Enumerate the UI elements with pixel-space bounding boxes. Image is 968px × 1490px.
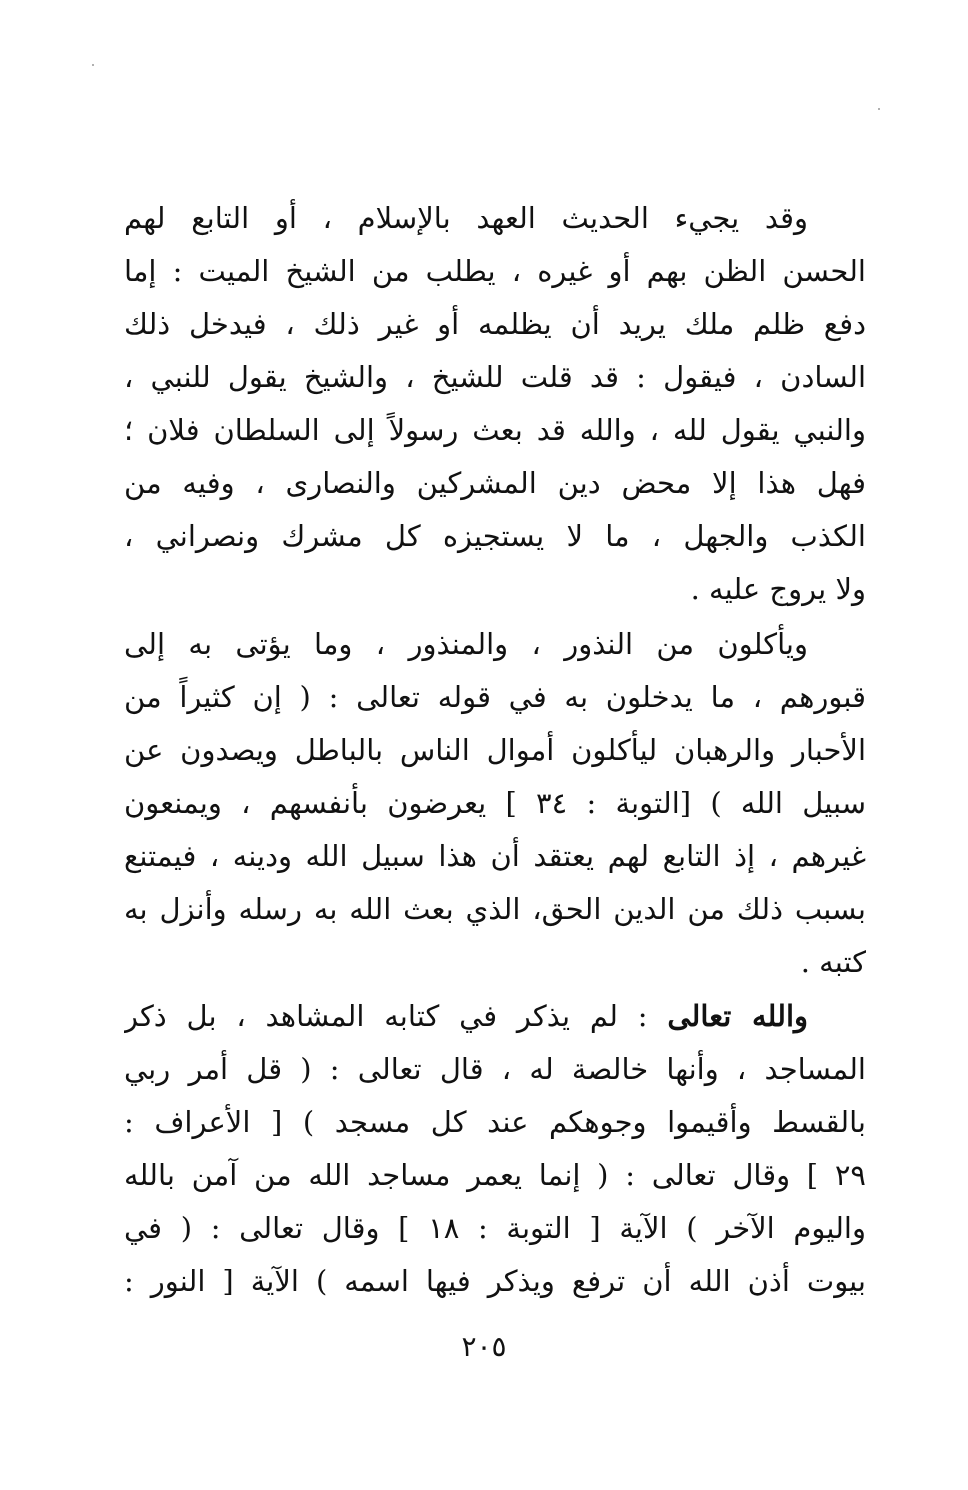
text-line: وقد يجيء الحديث العهد بالإسلام ، أو التابع لهم <box>124 201 808 235</box>
text-line: الحسن الظن بهم أو غيره ، يطلب من الشيخ الميت : إما <box>124 254 866 288</box>
text-line: كتبه . <box>800 945 866 979</box>
text-line <box>124 990 866 1043</box>
scan-speck <box>92 64 94 66</box>
page-number: ٢٠٥ <box>461 1330 507 1363</box>
paragraph-2 <box>124 618 866 989</box>
text-line: بالقسط وأقيموا وجوهكم عند كل مسجد ) [ الأعراف : <box>124 1105 866 1139</box>
text-line: الأحبار والرهبان ليأكلون أموال الناس بالباطل ويصدون عن <box>124 733 866 767</box>
text-line: ولا يروج عليه . <box>690 572 866 606</box>
bold-lead-text: والله تعالى <box>667 999 808 1033</box>
text-line: ويأكلون من النذور ، والمنذور ، وما يؤتى به إلى <box>124 627 808 661</box>
text-line: دفع ظلم ملك يريد أن يظلمه أو غير ذلك ، فيدخل ذلك <box>124 307 866 341</box>
text-line: فهل هذا إلا محض دين المشركين والنصارى ، وفيه من <box>124 466 866 500</box>
text-line: ٢٩ ] وقال تعالى : ( إنما يعمر مساجد الله من آمن بالله <box>124 1158 866 1192</box>
scan-speck <box>878 108 880 110</box>
text-line: واليوم الآخر ) الآية [ التوبة : ١٨ ] وقال تعالى : ( في <box>124 1211 866 1245</box>
text-line: بيوت أذن الله أن ترفع ويذكر فيها اسمه ) الآية [ النور : <box>124 1264 866 1298</box>
text-line: غيرهم ، إذ التابع لهم يعتقد أن هذا سبيل الله ودينه ، فيمتنع <box>124 839 866 873</box>
text-line: سبيل الله ) [التوبة : ٣٤ ] يعرضون بأنفسهم ، ويمنعون <box>124 786 866 820</box>
text-line: المساجد ، وأنها خالصة له ، قال تعالى : ( قل أمر ربي <box>124 1052 866 1086</box>
text-line: السادن ، فيقول : قد قلت للشيخ ، والشيخ يقول للنبي ، <box>124 360 866 394</box>
text-line: بسبب ذلك من الدين الحق، الذي بعث الله به رسله وأنزل به <box>124 892 866 926</box>
text-line: قبورهم ، ما يدخلون به في قوله تعالى : ( إن كثيراً من <box>124 680 866 714</box>
text-line: الكذب والجهل ، ما لا يستجيزه كل مشرك ونصراني ، <box>124 519 866 553</box>
line-continuation: : لم يذكر في كتابه المشاهد ، بل ذكر <box>124 999 668 1033</box>
text-line: والنبي يقول لله ، والله قد بعث رسولاً إلى السلطان فلان ؛ <box>124 413 866 447</box>
paragraph-3 <box>124 990 866 1308</box>
paragraph-1 <box>124 192 866 616</box>
